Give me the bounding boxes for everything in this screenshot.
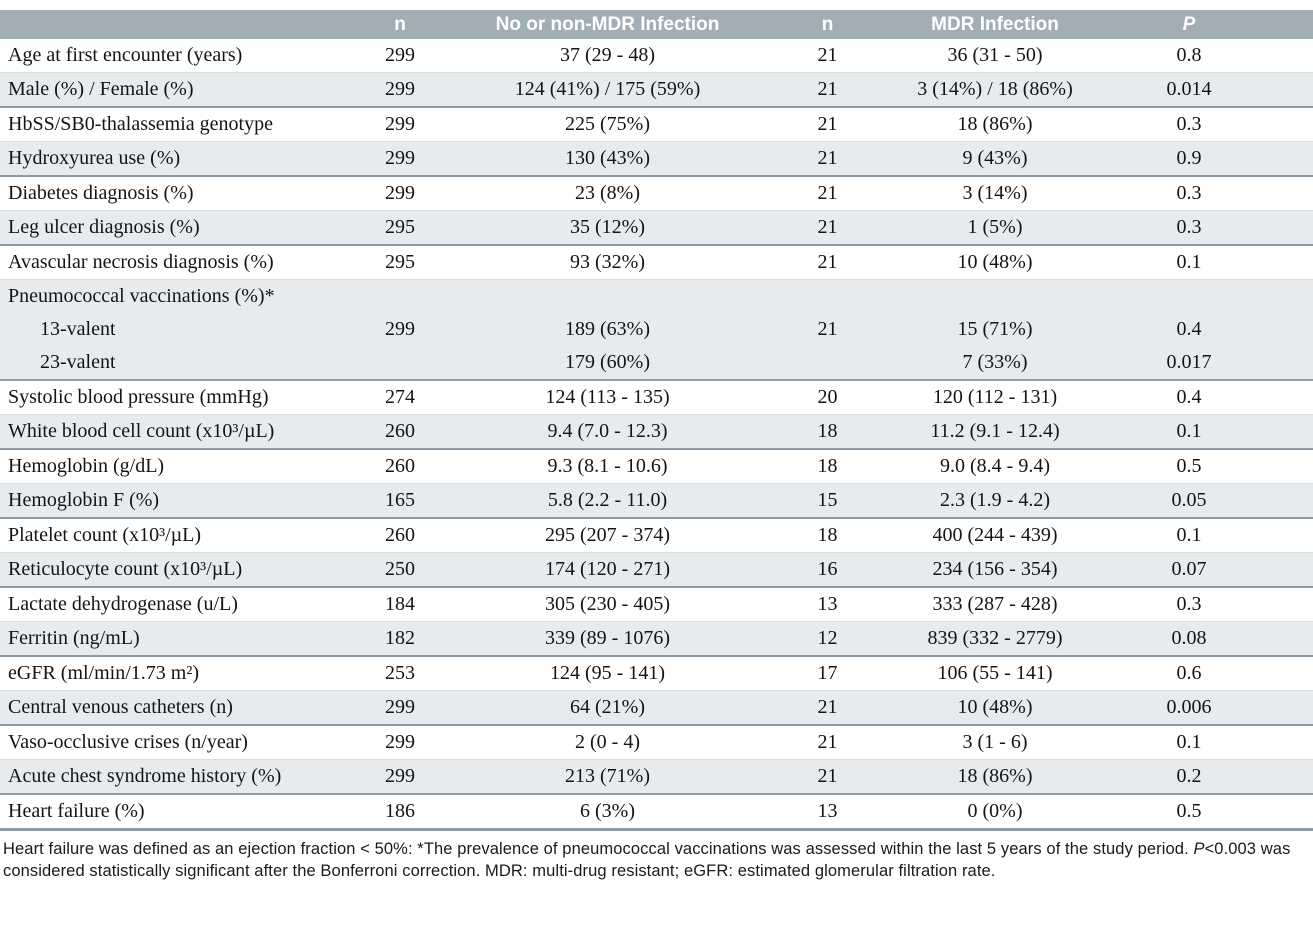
cell-label: Pneumococcal vaccinations (%)* — [0, 280, 345, 314]
cell-n2: 21 — [760, 725, 895, 760]
table-row — [0, 794, 1313, 830]
table-row — [0, 380, 1313, 415]
cell-n2: 21 — [760, 691, 895, 726]
cell-p: 0.5 — [1095, 794, 1313, 830]
cell-p: 0.5 — [1095, 449, 1313, 484]
cell-label: Acute chest syndrome history (%) — [0, 760, 345, 795]
column-header-mdr-infection: MDR Infection — [895, 10, 1095, 39]
cell-v1: 5.8 (2.2 - 11.0) — [455, 484, 760, 519]
cell-p: 0.3 — [1095, 211, 1313, 246]
table-row — [0, 280, 1313, 314]
cell-v1: 130 (43%) — [455, 142, 760, 177]
table-row — [0, 691, 1313, 726]
footnote-text-after-p: <0.003 was considered statistically significant after the Bonferroni correction. MDR: multi-drug resistant; eGFR: estimated glomerular filtration rate. — [3, 840, 1291, 880]
cell-v2: 18 (86%) — [895, 107, 1095, 142]
table-row — [0, 107, 1313, 142]
cell-n2: 21 — [760, 142, 895, 177]
cell-p: 0.1 — [1095, 245, 1313, 280]
cell-n2: 21 — [760, 176, 895, 211]
cell-label: 13-valent — [0, 313, 345, 346]
cell-n2: 15 — [760, 484, 895, 519]
cell-n2: 21 — [760, 760, 895, 795]
cell-p: 0.07 — [1095, 553, 1313, 588]
cell-v1: 213 (71%) — [455, 760, 760, 795]
cell-v1: 189 (63%) — [455, 313, 760, 346]
cell-v1: 64 (21%) — [455, 691, 760, 726]
cell-n1: 299 — [345, 39, 455, 73]
cell-n1: 260 — [345, 415, 455, 450]
cell-v2: 9.0 (8.4 - 9.4) — [895, 449, 1095, 484]
cell-p: 0.9 — [1095, 142, 1313, 177]
cell-label: Male (%) / Female (%) — [0, 73, 345, 108]
cell-label: Leg ulcer diagnosis (%) — [0, 211, 345, 246]
cell-p: 0.08 — [1095, 622, 1313, 657]
cell-label: Vaso-occlusive crises (n/year) — [0, 725, 345, 760]
cell-v2: 1 (5%) — [895, 211, 1095, 246]
cell-v1: 305 (230 - 405) — [455, 587, 760, 622]
cell-v1: 6 (3%) — [455, 794, 760, 830]
cell-n2: 18 — [760, 449, 895, 484]
footnote-p-symbol: P — [1193, 840, 1205, 858]
cell-p — [1095, 280, 1313, 314]
cell-n1: 299 — [345, 725, 455, 760]
cell-n1: 299 — [345, 691, 455, 726]
cell-p: 0.05 — [1095, 484, 1313, 519]
cell-v2: 3 (14%) / 18 (86%) — [895, 73, 1095, 108]
cell-v2 — [895, 280, 1095, 314]
column-header-p-value: P — [1095, 10, 1313, 39]
cell-p: 0.8 — [1095, 39, 1313, 73]
cell-v2: 333 (287 - 428) — [895, 587, 1095, 622]
cell-v1: 174 (120 - 271) — [455, 553, 760, 588]
table-header — [0, 10, 1313, 39]
cell-label: Avascular necrosis diagnosis (%) — [0, 245, 345, 280]
cell-n1: 184 — [345, 587, 455, 622]
table-row — [0, 656, 1313, 691]
cell-p: 0.1 — [1095, 725, 1313, 760]
cell-v2: 11.2 (9.1 - 12.4) — [895, 415, 1095, 450]
cell-n2: 21 — [760, 313, 895, 346]
footnote-text-before-p: Heart failure was defined as an ejection fraction < 50%: *The prevalence of pneumococcal vaccinations was assessed within the last 5 years of the study period. — [3, 840, 1194, 858]
table-row — [0, 39, 1313, 73]
cell-n1: 295 — [345, 245, 455, 280]
cell-p: 0.2 — [1095, 760, 1313, 795]
column-header-n2: n — [760, 10, 895, 39]
cell-v2: 3 (1 - 6) — [895, 725, 1095, 760]
cell-n1: 299 — [345, 760, 455, 795]
cell-label: Reticulocyte count (x10³/µL) — [0, 553, 345, 588]
cell-v1: 9.3 (8.1 - 10.6) — [455, 449, 760, 484]
cell-v1: 124 (41%) / 175 (59%) — [455, 73, 760, 108]
cell-v2: 839 (332 - 2779) — [895, 622, 1095, 657]
cell-v1 — [455, 280, 760, 314]
cell-label: Systolic blood pressure (mmHg) — [0, 380, 345, 415]
cell-v1: 37 (29 - 48) — [455, 39, 760, 73]
cell-label: Ferritin (ng/mL) — [0, 622, 345, 657]
cell-v1: 179 (60%) — [455, 346, 760, 380]
cell-v1: 339 (89 - 1076) — [455, 622, 760, 657]
header-row — [0, 10, 1313, 39]
cell-v2: 15 (71%) — [895, 313, 1095, 346]
table-row — [0, 245, 1313, 280]
table-row — [0, 346, 1313, 380]
cell-v2: 18 (86%) — [895, 760, 1095, 795]
table-row — [0, 725, 1313, 760]
cell-v1: 2 (0 - 4) — [455, 725, 760, 760]
cell-n1: 182 — [345, 622, 455, 657]
cell-n2: 13 — [760, 587, 895, 622]
cell-n1: 299 — [345, 176, 455, 211]
cell-n2 — [760, 346, 895, 380]
cell-v1: 9.4 (7.0 - 12.3) — [455, 415, 760, 450]
column-header-no-or-non-mdr: No or non-MDR Infection — [455, 10, 760, 39]
cell-label: eGFR (ml/min/1.73 m²) — [0, 656, 345, 691]
cell-n2: 13 — [760, 794, 895, 830]
cell-n2: 21 — [760, 107, 895, 142]
cell-v1: 295 (207 - 374) — [455, 518, 760, 553]
cell-n2: 21 — [760, 245, 895, 280]
cell-v2: 400 (244 - 439) — [895, 518, 1095, 553]
cell-n1 — [345, 346, 455, 380]
cell-n2 — [760, 280, 895, 314]
cell-n2: 21 — [760, 73, 895, 108]
cell-n2: 16 — [760, 553, 895, 588]
cell-n2: 12 — [760, 622, 895, 657]
cell-v2: 7 (33%) — [895, 346, 1095, 380]
cell-p: 0.014 — [1095, 73, 1313, 108]
cell-v1: 35 (12%) — [455, 211, 760, 246]
cell-label: HbSS/SB0-thalassemia genotype — [0, 107, 345, 142]
cell-p: 0.1 — [1095, 518, 1313, 553]
cell-label: Hemoglobin (g/dL) — [0, 449, 345, 484]
cell-label: Heart failure (%) — [0, 794, 345, 830]
cell-n1: 250 — [345, 553, 455, 588]
table-row — [0, 176, 1313, 211]
cell-n1: 165 — [345, 484, 455, 519]
cell-p: 0.017 — [1095, 346, 1313, 380]
table-row — [0, 73, 1313, 108]
cell-v2: 234 (156 - 354) — [895, 553, 1095, 588]
cell-n1: 299 — [345, 313, 455, 346]
table-row — [0, 622, 1313, 657]
cell-n2: 18 — [760, 415, 895, 450]
column-header-label — [0, 10, 345, 39]
cell-v2: 3 (14%) — [895, 176, 1095, 211]
characteristics-table — [0, 10, 1313, 831]
cell-n1: 260 — [345, 518, 455, 553]
cell-n1 — [345, 280, 455, 314]
table-row — [0, 518, 1313, 553]
column-header-n1: n — [345, 10, 455, 39]
table-row — [0, 587, 1313, 622]
cell-n1: 295 — [345, 211, 455, 246]
cell-n2: 20 — [760, 380, 895, 415]
cell-label: Age at first encounter (years) — [0, 39, 345, 73]
cell-label: 23-valent — [0, 346, 345, 380]
cell-n1: 299 — [345, 142, 455, 177]
table-row — [0, 313, 1313, 346]
cell-p: 0.1 — [1095, 415, 1313, 450]
cell-label: Hydroxyurea use (%) — [0, 142, 345, 177]
cell-label: Central venous catheters (n) — [0, 691, 345, 726]
cell-v2: 10 (48%) — [895, 245, 1095, 280]
table-row — [0, 211, 1313, 246]
cell-n1: 299 — [345, 73, 455, 108]
cell-n2: 18 — [760, 518, 895, 553]
cell-n1: 253 — [345, 656, 455, 691]
table-body — [0, 39, 1313, 830]
cell-v2: 120 (112 - 131) — [895, 380, 1095, 415]
cell-p: 0.3 — [1095, 176, 1313, 211]
cell-p: 0.4 — [1095, 380, 1313, 415]
cell-v2: 2.3 (1.9 - 4.2) — [895, 484, 1095, 519]
table-footnote — [3, 838, 1311, 882]
cell-v2: 9 (43%) — [895, 142, 1095, 177]
table-row — [0, 415, 1313, 450]
cell-n1: 260 — [345, 449, 455, 484]
cell-v2: 10 (48%) — [895, 691, 1095, 726]
cell-v1: 23 (8%) — [455, 176, 760, 211]
cell-n2: 17 — [760, 656, 895, 691]
cell-label: Platelet count (x10³/µL) — [0, 518, 345, 553]
cell-n2: 21 — [760, 39, 895, 73]
cell-v1: 124 (95 - 141) — [455, 656, 760, 691]
cell-label: White blood cell count (x10³/µL) — [0, 415, 345, 450]
table-row — [0, 760, 1313, 795]
cell-n2: 21 — [760, 211, 895, 246]
cell-label: Diabetes diagnosis (%) — [0, 176, 345, 211]
table-row — [0, 484, 1313, 519]
cell-v2: 106 (55 - 141) — [895, 656, 1095, 691]
cell-v1: 124 (113 - 135) — [455, 380, 760, 415]
cell-p: 0.4 — [1095, 313, 1313, 346]
cell-n1: 186 — [345, 794, 455, 830]
cell-p: 0.3 — [1095, 587, 1313, 622]
cell-v1: 225 (75%) — [455, 107, 760, 142]
cell-label: Lactate dehydrogenase (u/L) — [0, 587, 345, 622]
table-row — [0, 553, 1313, 588]
cell-v2: 36 (31 - 50) — [895, 39, 1095, 73]
cell-v2: 0 (0%) — [895, 794, 1095, 830]
cell-label: Hemoglobin F (%) — [0, 484, 345, 519]
cell-v1: 93 (32%) — [455, 245, 760, 280]
cell-n1: 274 — [345, 380, 455, 415]
table-row — [0, 142, 1313, 177]
cell-p: 0.006 — [1095, 691, 1313, 726]
cell-p: 0.3 — [1095, 107, 1313, 142]
cell-n1: 299 — [345, 107, 455, 142]
table-row — [0, 449, 1313, 484]
cell-p: 0.6 — [1095, 656, 1313, 691]
